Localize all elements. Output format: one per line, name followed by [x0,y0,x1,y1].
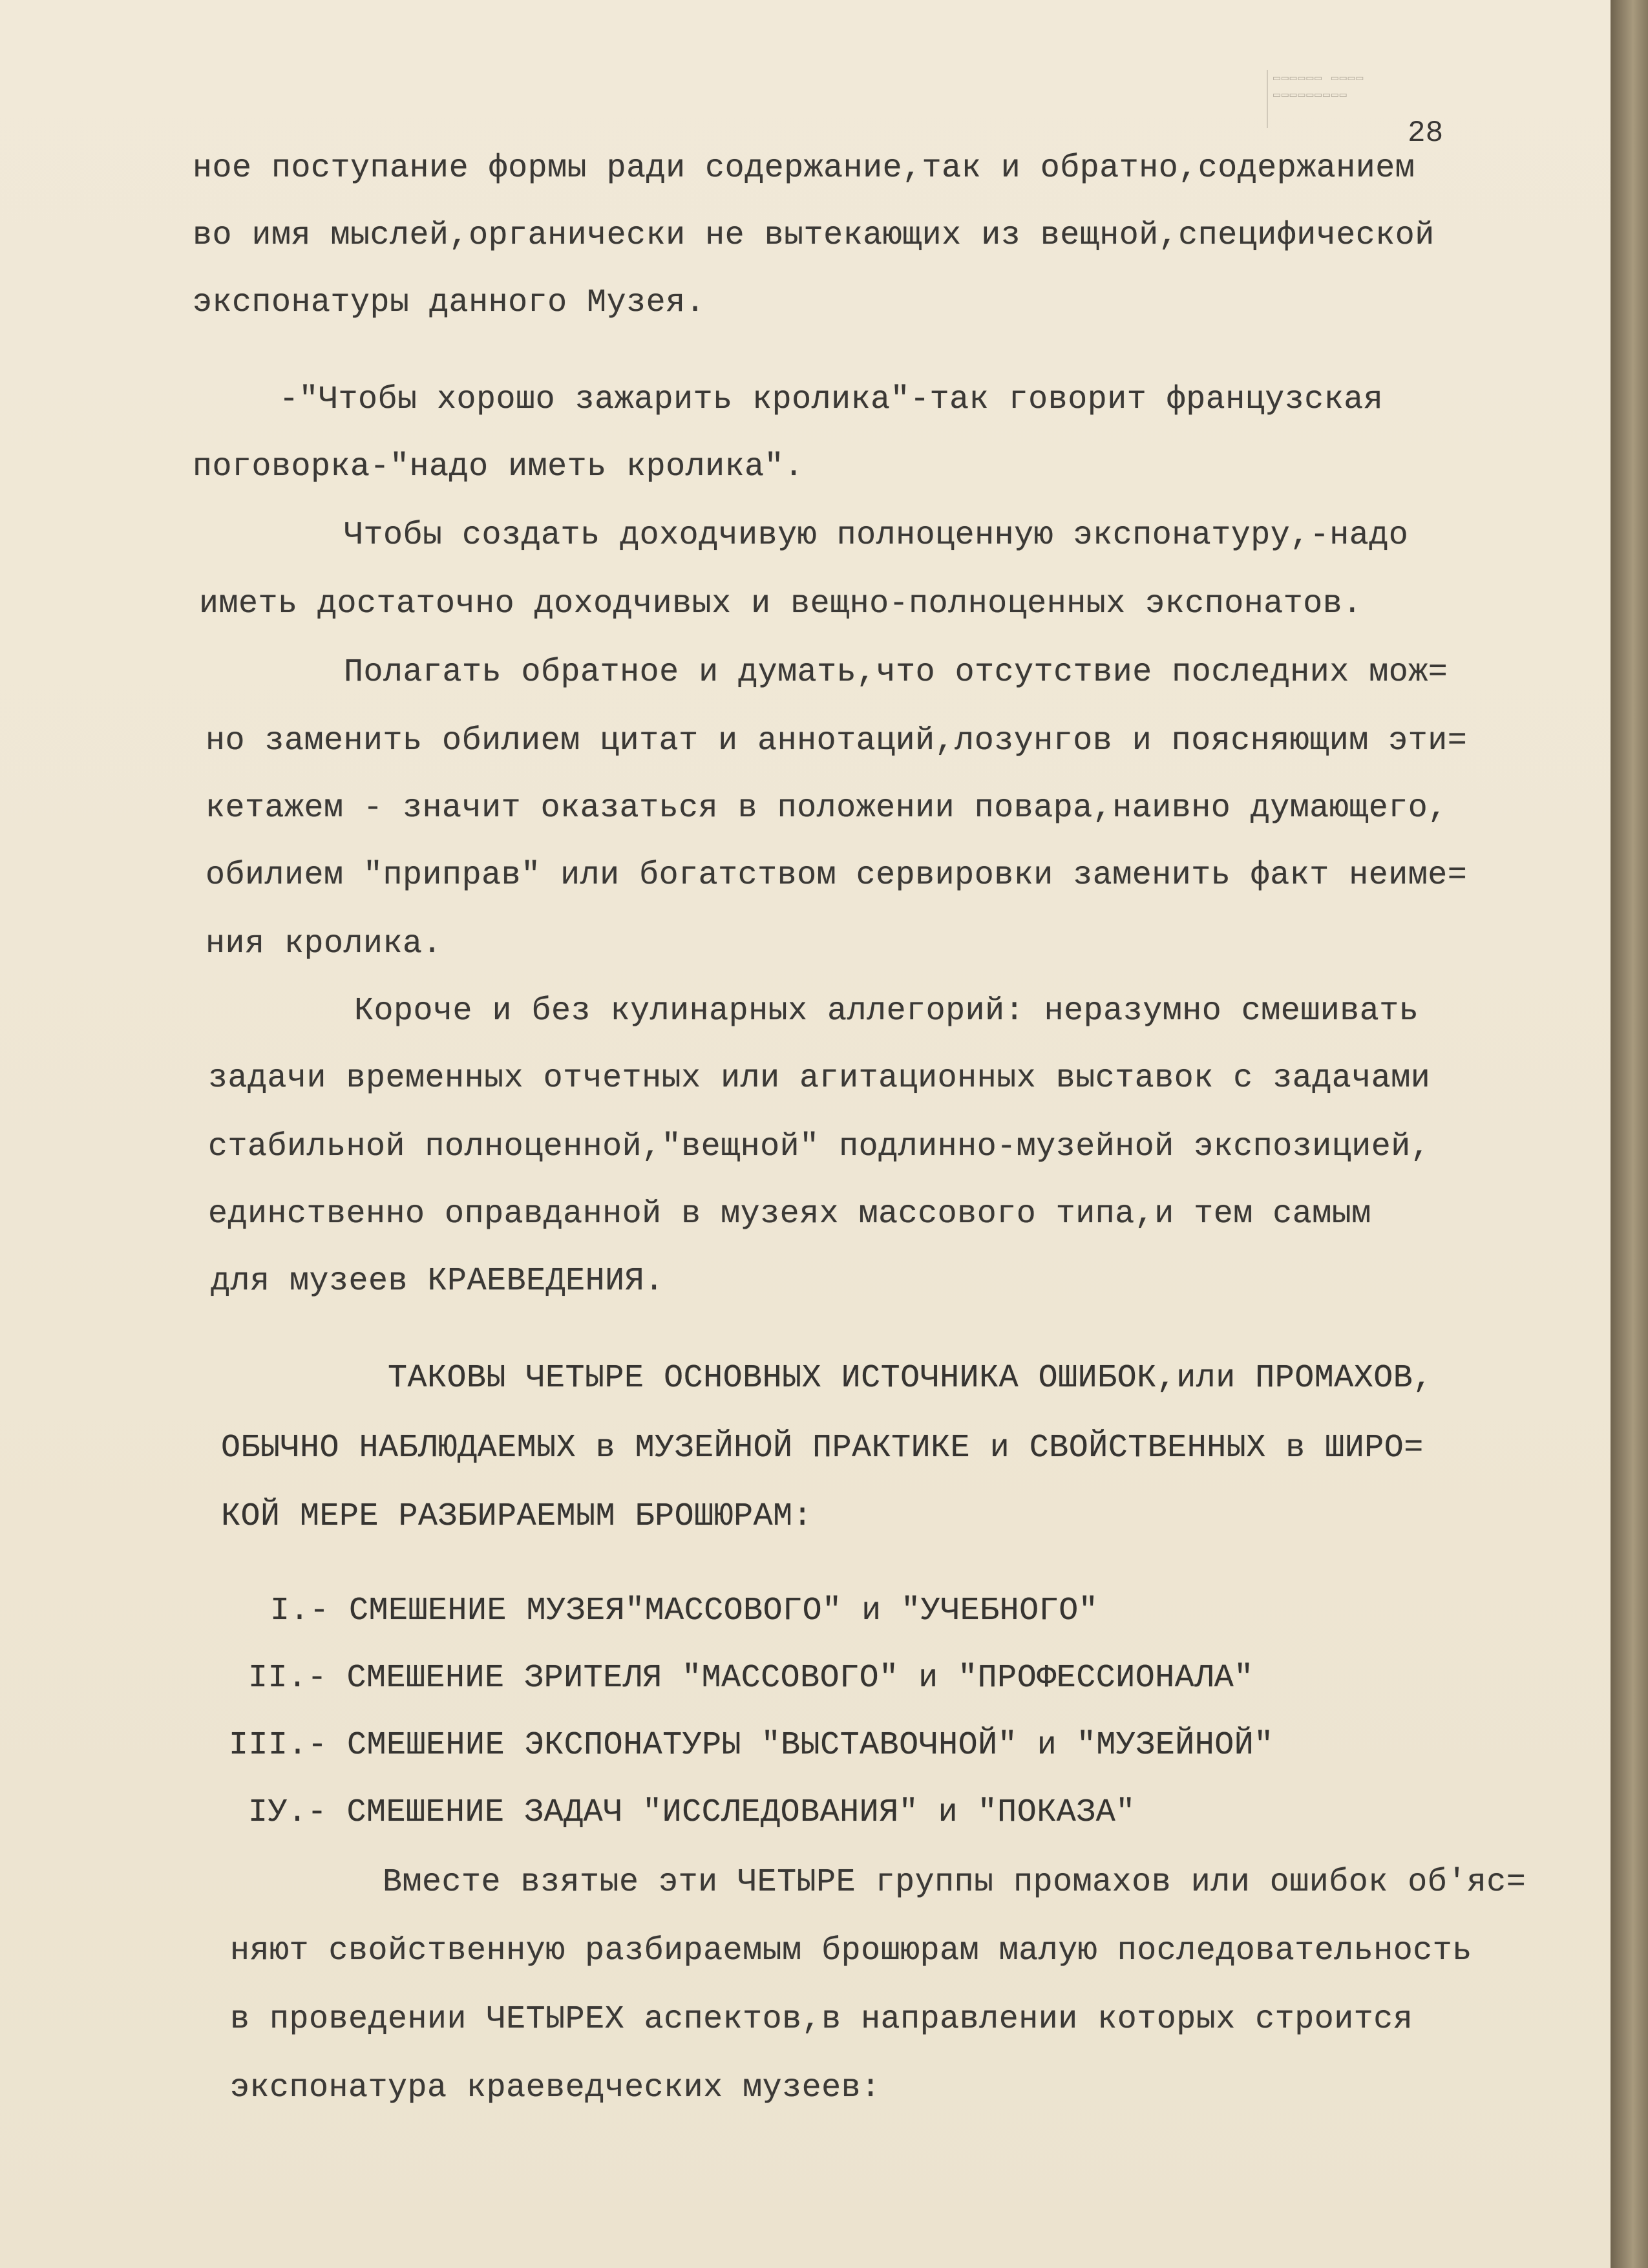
text-line: в проведении ЧЕТЫРЕХ аспектов,в направлении которых строится [230,2001,1413,2038]
list-item: III.- СМЕШЕНИЕ ЭКСПОНАТУРЫ "ВЫСТАВОЧНОЙ" и "МУЗЕЙНОЙ" [229,1727,1274,1764]
archive-stamp-icon: ▭▭▭▭▭▭ ▭▭▭▭ ▭▭▭▭▭▭▭▭▭ [1267,70,1467,128]
text-line: няют свойственную разбираемым брошюрам малую последовательность [230,1933,1472,1969]
text-line: ТАКОВЫ ЧЕТЫРЕ ОСНОВНЫХ ИСТОЧНИКА ОШИБОК,или ПРОМАХОВ, [388,1360,1433,1397]
text-line: единственно оправданной в музеях массового типа,и тем самым [208,1196,1371,1233]
text-line: ОБЫЧНО НАБЛЮДАЕМЫХ в МУЗЕЙНОЙ ПРАКТИКЕ и СВОЙСТВЕННЫХ в ШИРО= [221,1430,1424,1467]
text-line: для музеев КРАЕВЕДЕНИЯ. [211,1263,664,1300]
text-line: но заменить обилием цитат и аннотаций,лозунгов и поясняющим эти= [206,723,1468,759]
list-item: I.- СМЕШЕНИЕ МУЗЕЯ"МАССОВОГО" и "УЧЕБНОГО" [270,1593,1099,1629]
page-number: 28 [1408,116,1444,150]
text-line: иметь достаточно доходчивых и вещно-полноценных экспонатов. [199,586,1362,622]
text-line: Полагать обратное и думать,что отсутствие последних мож= [344,654,1448,691]
text-line: Чтобы создать доходчивую полноценную экспонатуру,-надо [344,517,1409,554]
text-line: кетажем - значит оказаться в положении повара,наивно думающего, [206,790,1448,827]
text-line: стабильной полноценной,"вещной" подлинно-музейной экспозицией, [208,1129,1431,1165]
text-line: -"Чтобы хорошо зажарить кролика"-так говорит французская [279,381,1384,418]
page-edge [1611,0,1648,2268]
text-line: ное поступание формы ради содержание,так и обратно,содержанием [193,150,1415,187]
list-item: IУ.- СМЕШЕНИЕ ЗАДАЧ "ИССЛЕДОВАНИЯ" и "ПОКАЗА" [248,1794,1136,1831]
text-line: КОЙ МЕРЕ РАЗБИРАЕМЫМ БРОШЮРАМ: [221,1498,813,1535]
list-item: II.- СМЕШЕНИЕ ЗРИТЕЛЯ "МАССОВОГО" и "ПРОФЕССИОНАЛА" [248,1660,1254,1697]
text-line: поговорка-"надо иметь кролика". [193,449,804,485]
text-line: ния кролика. [206,926,443,962]
text-line: экспонатуры данного Музея. [193,284,706,321]
text-line: обилием "приправ" или богатством сервировки заменить факт неиме= [206,857,1468,894]
text-line: экспонатура краеведческих музеев: [230,2070,881,2106]
text-line: Вместе взятые эти ЧЕТЫРЕ группы промахов или ошибок об'яс= [383,1864,1527,1901]
text-line: во имя мыслей,органически не вытекающих из вещной,специфической [193,217,1435,254]
text-line: задачи временных отчетных или агитационных выставок с задачами [208,1060,1431,1097]
text-line: Короче и без кулинарных аллегорий: неразумно смешивать [354,993,1419,1030]
